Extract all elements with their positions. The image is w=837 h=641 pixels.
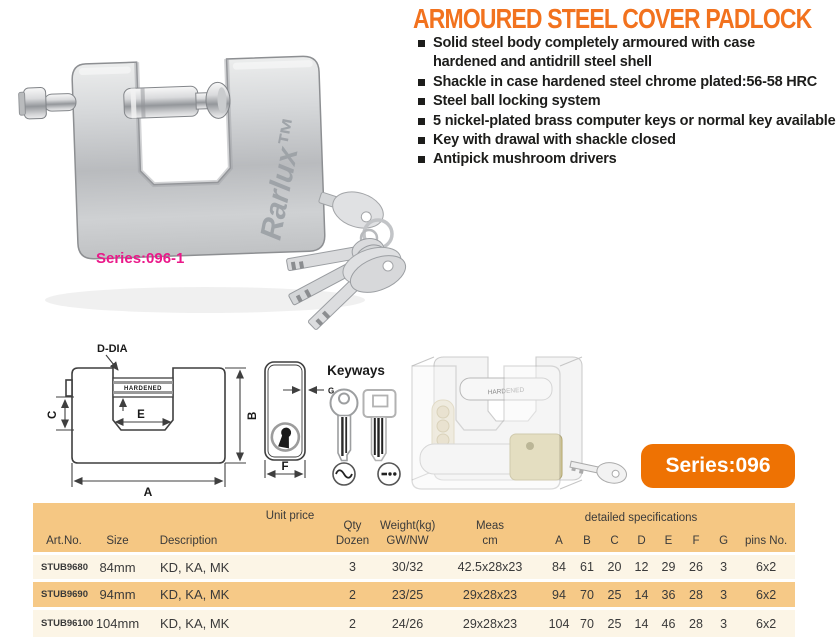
cell-c: 25 bbox=[601, 609, 628, 638]
front-dimension-diagram bbox=[48, 340, 263, 498]
cell-b: 70 bbox=[573, 581, 601, 609]
cell-weight: 23/25 bbox=[380, 581, 435, 609]
cell-pins: 6x2 bbox=[737, 554, 795, 581]
cell-qty: 3 bbox=[325, 554, 380, 581]
cad-transparent-view bbox=[402, 342, 652, 502]
brand-engraving: Rarlux™ bbox=[254, 115, 311, 243]
col-weight-header: Weight(kg) GW/NW bbox=[380, 503, 435, 554]
cell-e: 46 bbox=[655, 609, 682, 638]
left-knob bbox=[18, 86, 76, 119]
dimension-f bbox=[265, 460, 305, 478]
series-096-badge-label: Series:096 bbox=[665, 454, 771, 477]
cell-art-no: STUB96100 bbox=[33, 609, 95, 638]
cell-unit-price bbox=[255, 554, 325, 581]
side-stub bbox=[66, 380, 72, 396]
svg-text:G: G bbox=[328, 386, 335, 396]
col-spec-g-header: G bbox=[710, 526, 737, 554]
cell-d: 14 bbox=[628, 609, 655, 638]
cell-g: 3 bbox=[710, 609, 737, 638]
cell-a: 84 bbox=[545, 554, 573, 581]
table-row bbox=[33, 581, 795, 609]
svg-text:C: C bbox=[47, 410, 59, 419]
cell-c: 25 bbox=[601, 581, 628, 609]
cell-d: 12 bbox=[628, 554, 655, 581]
cell-f: 28 bbox=[682, 581, 710, 609]
svg-text:E: E bbox=[137, 409, 145, 421]
dimension-a bbox=[72, 463, 225, 499]
bullet-square-icon bbox=[418, 118, 425, 125]
feature-item: 5 nickel-plated brass computer keys or normal key available bbox=[418, 112, 835, 131]
dimension-e bbox=[116, 409, 171, 422]
cell-qty: 2 bbox=[325, 581, 380, 609]
spec-table bbox=[33, 503, 795, 637]
svg-text:B: B bbox=[247, 411, 259, 420]
col-spec-d-header: D bbox=[628, 526, 655, 554]
table-header bbox=[33, 503, 795, 554]
col-spec-f-header: F bbox=[682, 526, 710, 554]
normal-key bbox=[331, 390, 358, 461]
product-photo bbox=[0, 38, 420, 338]
detailed-specs-header: detailed specifications bbox=[545, 503, 737, 526]
dimple-profile-icon bbox=[378, 463, 400, 485]
cell-pins: 6x2 bbox=[737, 609, 795, 638]
col-meas-header: Meas cm bbox=[435, 503, 545, 554]
cell-f: 28 bbox=[682, 609, 710, 638]
col-unitprice-header: Unit price bbox=[255, 503, 325, 554]
cell-qty: 2 bbox=[325, 609, 380, 638]
table-row bbox=[33, 609, 795, 638]
cell-description: KD, KA, MK bbox=[140, 581, 255, 609]
cell-unit-price bbox=[255, 609, 325, 638]
cell-d: 14 bbox=[628, 581, 655, 609]
cell-unit-price bbox=[255, 581, 325, 609]
cell-a: 94 bbox=[545, 581, 573, 609]
shackle-band bbox=[113, 378, 173, 397]
cell-b: 70 bbox=[573, 609, 601, 638]
cell-meas: 42.5x28x23 bbox=[435, 554, 545, 581]
feature-item: Key with drawal with shackle closed bbox=[418, 131, 835, 150]
feature-list bbox=[418, 34, 835, 170]
series-096-badge bbox=[641, 444, 795, 488]
col-spec-a-header: A bbox=[545, 526, 573, 554]
keyways-title: Keyways bbox=[327, 363, 385, 378]
cell-pins: 6x2 bbox=[737, 581, 795, 609]
cell-size: 104mm bbox=[95, 609, 140, 638]
cell-f: 26 bbox=[682, 554, 710, 581]
col-spec-c-header: C bbox=[601, 526, 628, 554]
feature-item: Solid steel body completely armoured with case hardened and antidrill steel shell bbox=[418, 34, 835, 73]
dimension-c bbox=[47, 397, 74, 430]
table-row bbox=[33, 554, 795, 581]
bullet-square-icon bbox=[418, 40, 425, 47]
col-size-header: Size bbox=[95, 503, 140, 554]
padlock-body bbox=[18, 56, 326, 261]
cell-weight: 24/26 bbox=[380, 609, 435, 638]
cell-e: 29 bbox=[655, 554, 682, 581]
cell-g: 3 bbox=[710, 581, 737, 609]
cell-weight: 30/32 bbox=[380, 554, 435, 581]
col-description-header: Description bbox=[140, 503, 255, 554]
col-pins-header: pins No. bbox=[737, 503, 795, 554]
cell-b: 61 bbox=[573, 554, 601, 581]
bullet-square-icon bbox=[418, 137, 425, 144]
computer-key bbox=[364, 390, 396, 461]
feature-item: Steel ball locking system bbox=[418, 92, 835, 111]
cell-e: 36 bbox=[655, 581, 682, 609]
cell-size: 84mm bbox=[95, 554, 140, 581]
cell-description: KD, KA, MK bbox=[140, 554, 255, 581]
cell-art-no: STUB9680 bbox=[33, 554, 95, 581]
cell-g: 3 bbox=[710, 554, 737, 581]
svg-text:F: F bbox=[281, 461, 289, 473]
page-title: ARMOURED STEEL COVER PADLOCK bbox=[413, 3, 812, 34]
bullet-square-icon bbox=[418, 98, 425, 105]
bullet-square-icon bbox=[418, 79, 425, 86]
col-artno-header: Art.No. bbox=[33, 503, 95, 554]
cad-hardened-label: HARDENED bbox=[487, 386, 525, 397]
d-dia-label: D-DIA bbox=[97, 343, 128, 355]
series-096-1-label: Series:096-1 bbox=[96, 250, 185, 267]
cell-c: 20 bbox=[601, 554, 628, 581]
cell-size: 94mm bbox=[95, 581, 140, 609]
wave-profile-icon bbox=[333, 463, 355, 485]
cell-a: 104 bbox=[545, 609, 573, 638]
svg-text:A: A bbox=[143, 485, 153, 499]
feature-item: Antipick mushroom drivers bbox=[418, 150, 835, 169]
col-spec-e-header: E bbox=[655, 526, 682, 554]
cell-art-no: STUB9690 bbox=[33, 581, 95, 609]
col-qty-header: Qty Dozen bbox=[325, 503, 380, 554]
cell-meas: 29x28x23 bbox=[435, 581, 545, 609]
hardened-label: HARDENED bbox=[123, 386, 163, 392]
feature-item: Shackle in case hardened steel chrome plated:56-58 HRC bbox=[418, 73, 835, 92]
bullet-square-icon bbox=[418, 156, 425, 163]
shackle-pin bbox=[123, 82, 230, 122]
col-spec-b-header: B bbox=[573, 526, 601, 554]
cell-description: KD, KA, MK bbox=[140, 609, 255, 638]
cell-meas: 29x28x23 bbox=[435, 609, 545, 638]
